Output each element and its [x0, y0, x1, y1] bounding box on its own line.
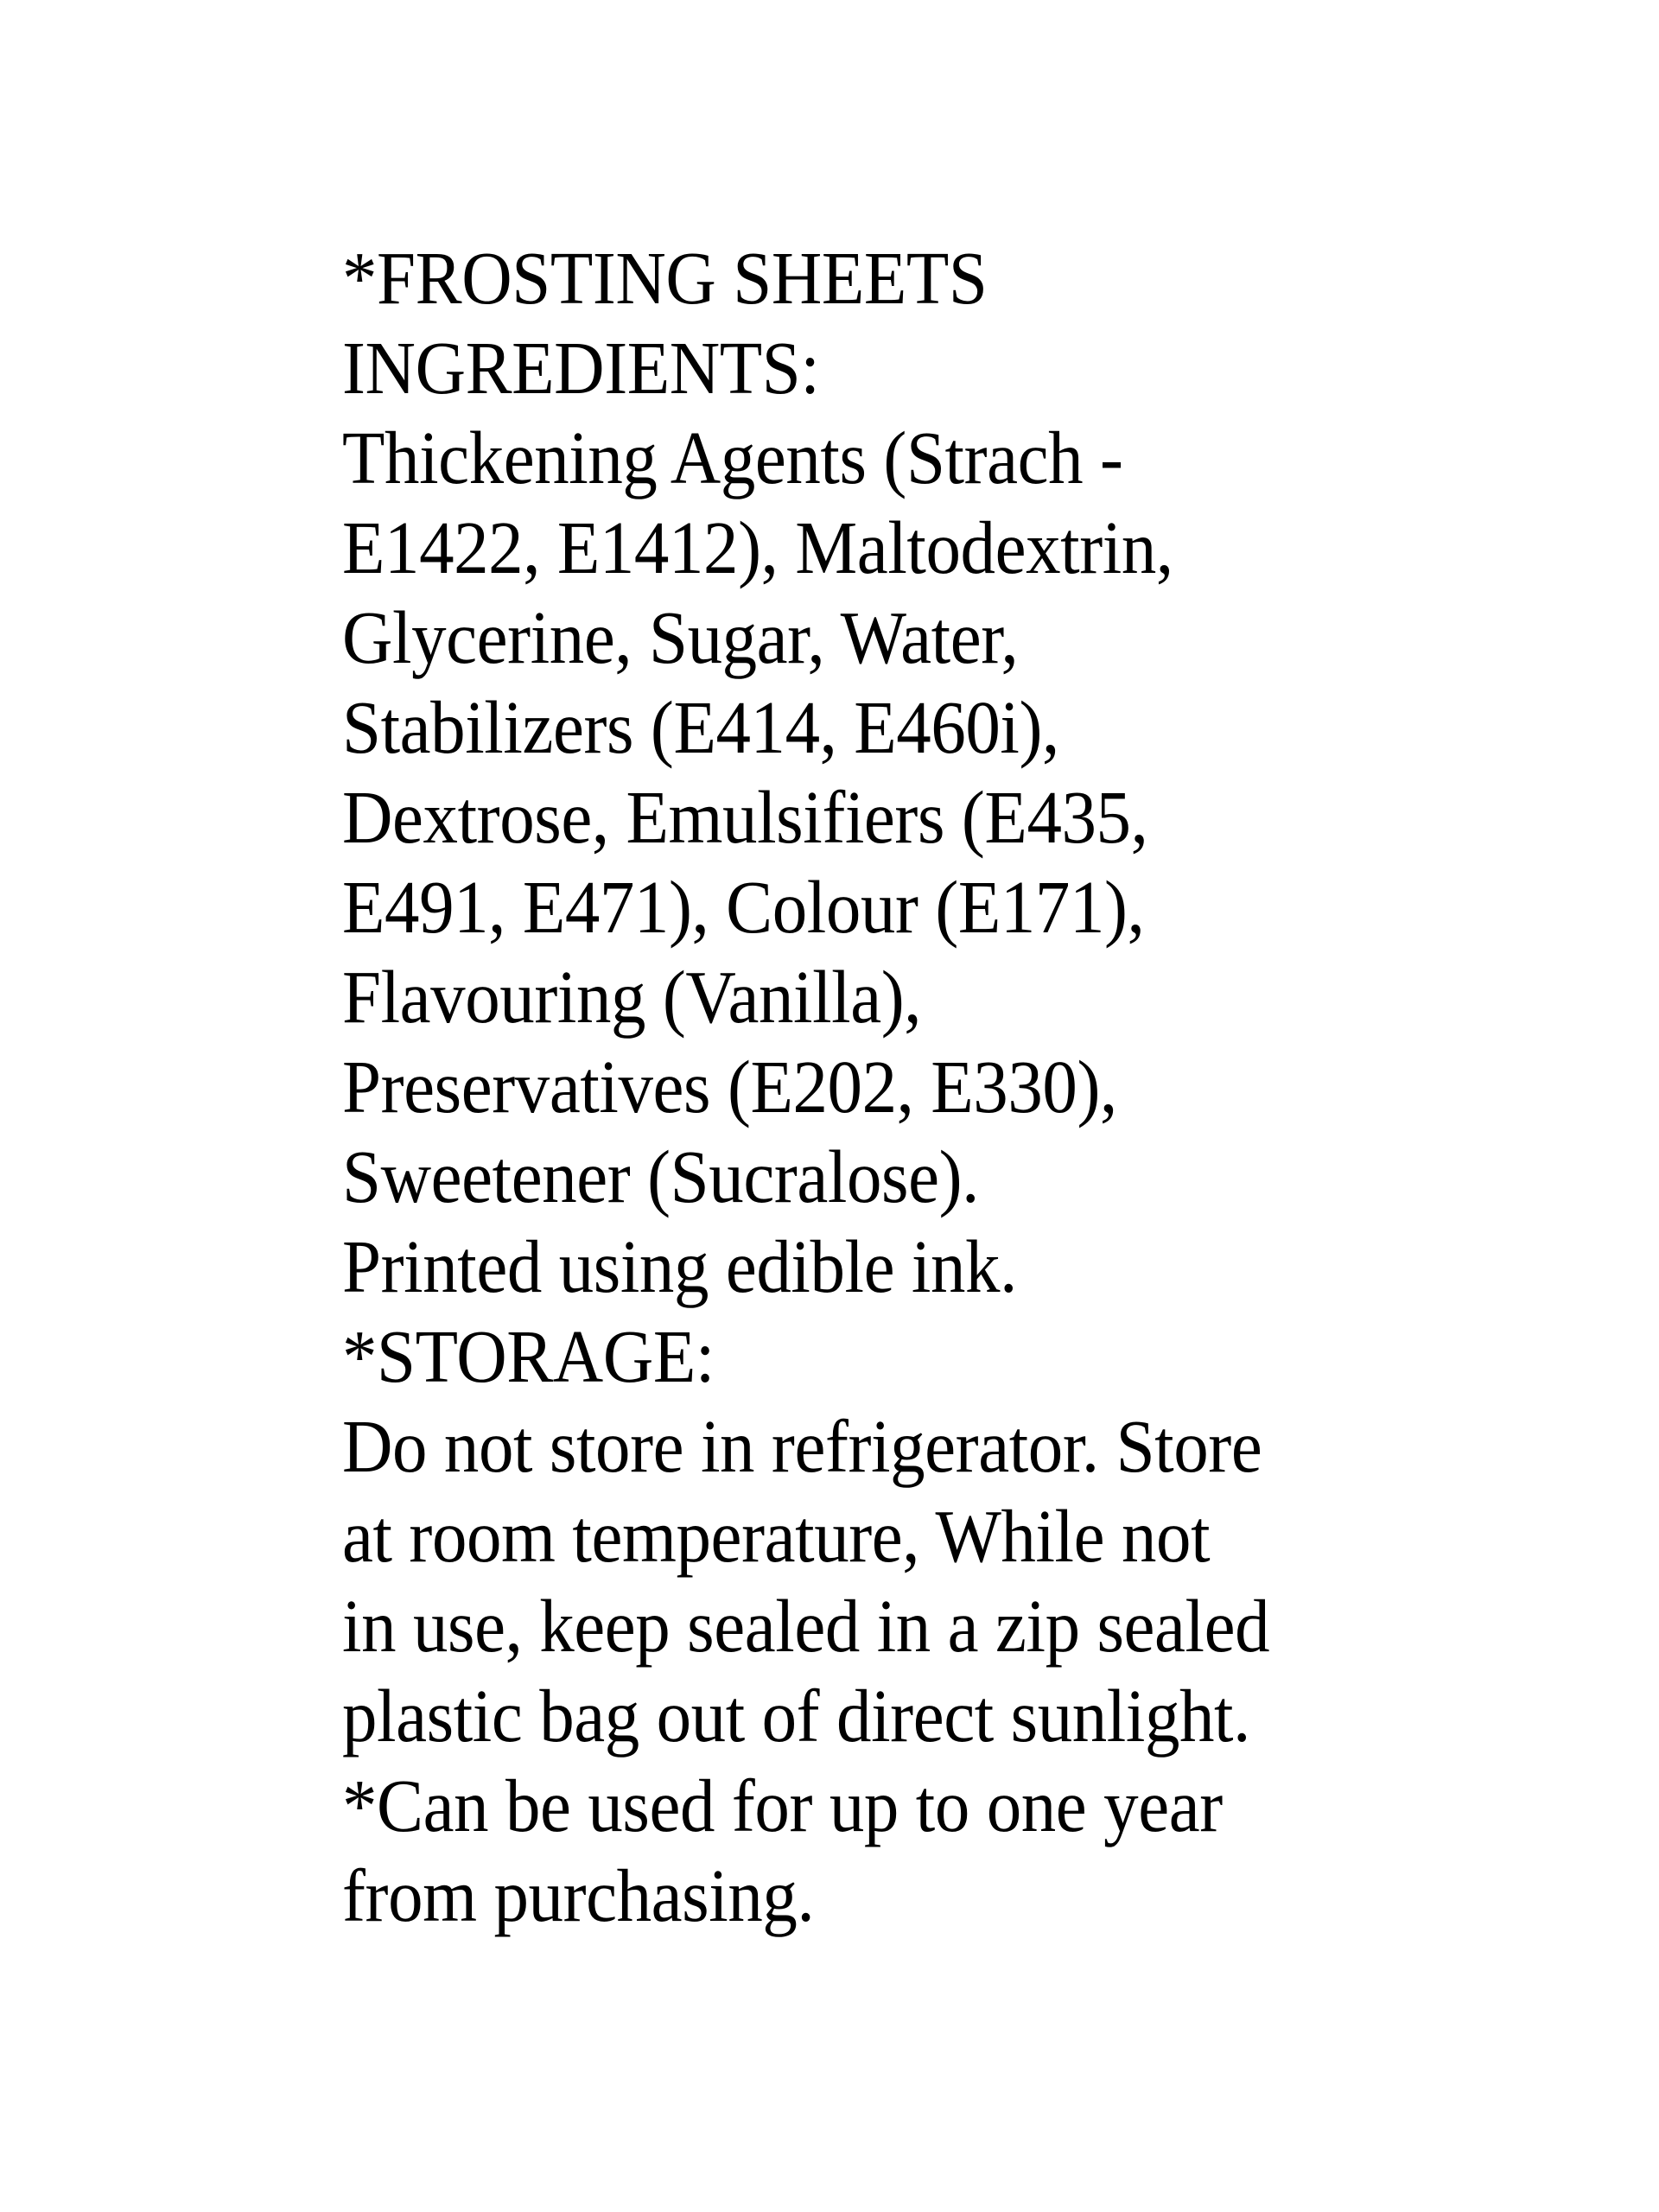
text-line-13: *STORAGE:	[342, 1314, 715, 1398]
text-line-16: in use, keep sealed in a zip sealed	[342, 1584, 1270, 1668]
text-line-6: Stabilizers (E414, E460i),	[342, 685, 1059, 769]
text-line-17: plastic bag out of direct sunlight.	[342, 1674, 1250, 1758]
text-line-11: Sweetener (Sucralose).	[342, 1135, 979, 1218]
text-line-1: *FROSTING SHEETS	[342, 236, 988, 320]
text-line-5: Glycerine, Sugar, Water,	[342, 595, 1019, 679]
text-line-15: at room temperature, While not	[342, 1494, 1211, 1578]
text-line-18: *Can be used for up to one year	[342, 1764, 1223, 1847]
text-line-9: Flavouring (Vanilla),	[342, 955, 922, 1039]
product-info-text	[342, 233, 1269, 1941]
text-line-12: Printed using edible ink.	[342, 1224, 1017, 1308]
text-line-14: Do not store in refrigerator. Store	[342, 1404, 1262, 1488]
text-line-2: INGREDIENTS:	[342, 326, 820, 410]
text-line-7: Dextrose, Emulsifiers (E435,	[342, 775, 1148, 859]
text-line-10: Preservatives (E202, E330),	[342, 1045, 1117, 1128]
text-line-4: E1422, E1412), Maltodextrin,	[342, 505, 1173, 589]
text-line-3: Thickening Agents (Strach -	[342, 416, 1123, 499]
text-line-19: from purchasing.	[342, 1853, 815, 1937]
text-line-8: E491, E471), Colour (E171),	[342, 865, 1145, 949]
